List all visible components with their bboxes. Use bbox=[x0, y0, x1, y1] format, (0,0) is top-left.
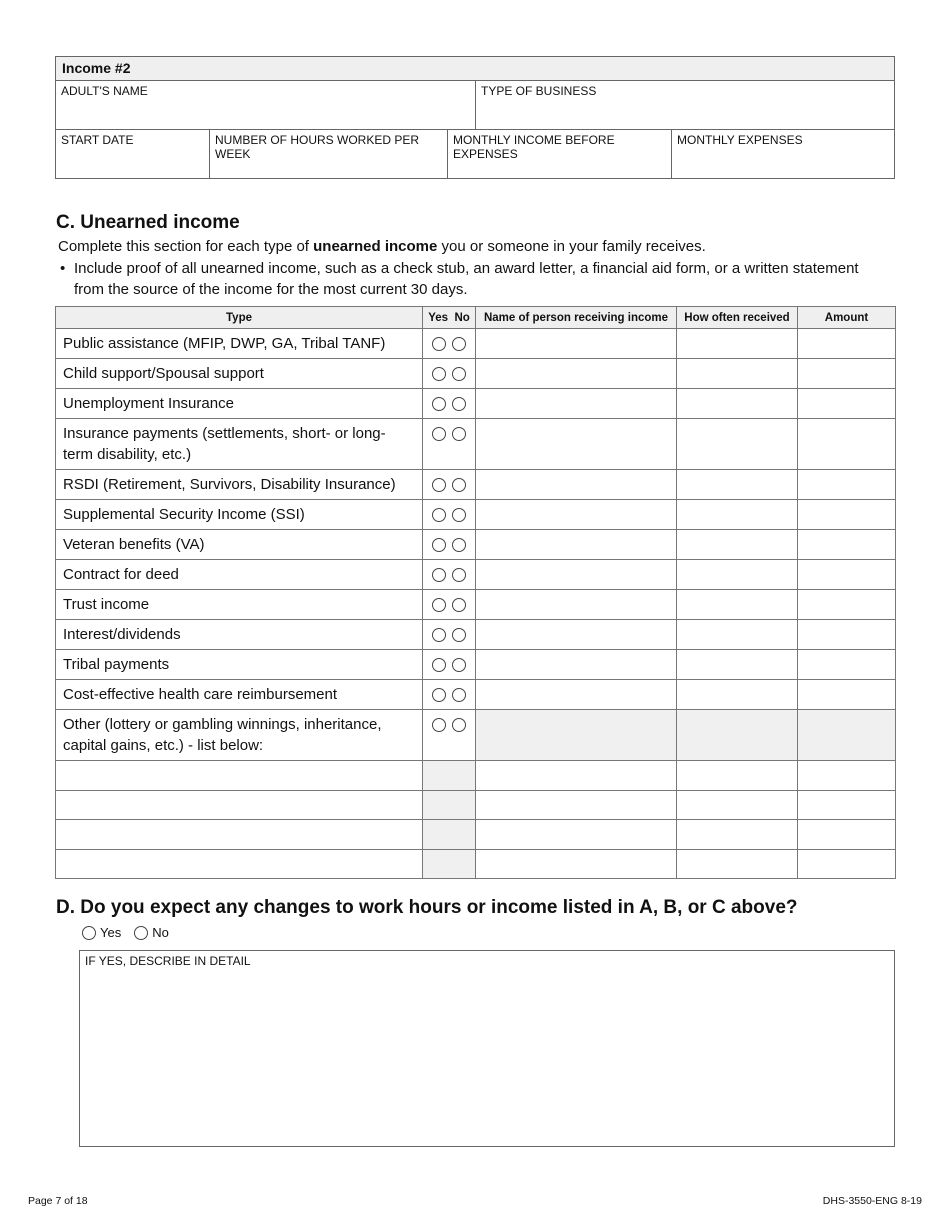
yes-no-cell bbox=[423, 820, 476, 850]
amount-cell[interactable] bbox=[798, 761, 896, 791]
name-cell[interactable] bbox=[476, 530, 677, 560]
no-radio[interactable] bbox=[452, 427, 466, 441]
table-row bbox=[56, 389, 896, 419]
income-type-label: RSDI (Retirement, Survivors, Disability Insurance) bbox=[56, 470, 423, 500]
table-row bbox=[56, 710, 896, 761]
amount-cell[interactable] bbox=[798, 620, 896, 650]
yes-radio[interactable] bbox=[432, 598, 446, 612]
how-often-cell[interactable] bbox=[677, 470, 798, 500]
table-row bbox=[56, 500, 896, 530]
amount-cell[interactable] bbox=[798, 710, 896, 761]
name-cell[interactable] bbox=[476, 419, 677, 470]
header-yes-no bbox=[423, 307, 476, 329]
yes-radio[interactable] bbox=[432, 718, 446, 732]
name-cell[interactable] bbox=[476, 560, 677, 590]
amount-cell[interactable] bbox=[798, 790, 896, 820]
yes-radio[interactable] bbox=[432, 397, 446, 411]
yes-radio[interactable] bbox=[432, 478, 446, 492]
blank-row bbox=[56, 761, 896, 791]
start-date-field[interactable] bbox=[56, 130, 210, 178]
adult-name-label: ADULT'S NAME bbox=[61, 84, 148, 98]
yes-no-cell bbox=[423, 470, 476, 500]
monthly-expenses-field[interactable] bbox=[672, 130, 894, 178]
section-c-bullet bbox=[60, 258, 860, 300]
name-cell[interactable] bbox=[476, 620, 677, 650]
hours-per-week-label: NUMBER OF HOURS WORKED PER WEEK bbox=[215, 133, 420, 161]
yes-no-cell bbox=[423, 389, 476, 419]
table-row bbox=[56, 329, 896, 359]
how-often-cell[interactable] bbox=[677, 419, 798, 470]
name-cell[interactable] bbox=[476, 389, 677, 419]
income-type-label: Supplemental Security Income (SSI) bbox=[56, 500, 423, 530]
how-often-cell[interactable] bbox=[677, 680, 798, 710]
how-often-cell[interactable] bbox=[677, 500, 798, 530]
name-cell[interactable] bbox=[476, 590, 677, 620]
no-radio[interactable] bbox=[452, 337, 466, 351]
page-number: Page 7 of 18 bbox=[28, 1195, 88, 1207]
table-row bbox=[56, 470, 896, 500]
section-d-title: D. Do you expect any changes to work hours or income listed in A, B, or C above? bbox=[56, 897, 798, 918]
monthly-expenses-label: MONTHLY EXPENSES bbox=[677, 133, 803, 147]
describe-detail-label: IF YES, DESCRIBE IN DETAIL bbox=[85, 954, 251, 968]
no-label: No bbox=[152, 925, 169, 940]
yes-radio[interactable] bbox=[432, 508, 446, 522]
start-date-label: START DATE bbox=[61, 133, 134, 147]
how-often-cell[interactable] bbox=[677, 530, 798, 560]
how-often-cell[interactable] bbox=[677, 820, 798, 850]
yes-no-cell bbox=[423, 620, 476, 650]
hours-per-week-field[interactable] bbox=[210, 130, 448, 178]
table-row bbox=[56, 530, 896, 560]
adult-name-field[interactable] bbox=[56, 81, 476, 129]
type-of-business-field[interactable] bbox=[476, 81, 894, 129]
section-c-title: C. Unearned income bbox=[56, 212, 240, 233]
table-row bbox=[56, 419, 896, 470]
no-radio[interactable] bbox=[452, 538, 466, 552]
intro-text-1: Complete this section for each type of bbox=[58, 238, 314, 255]
header-how-often: How often received bbox=[677, 307, 798, 329]
amount-cell[interactable] bbox=[798, 849, 896, 879]
monthly-income-field[interactable] bbox=[448, 130, 672, 178]
income-type-label: Interest/dividends bbox=[56, 620, 423, 650]
yes-no-cell bbox=[423, 329, 476, 359]
yes-no-cell bbox=[423, 560, 476, 590]
no-radio[interactable] bbox=[452, 658, 466, 672]
amount-cell[interactable] bbox=[798, 590, 896, 620]
blank-row bbox=[56, 849, 896, 879]
bullet-icon: • bbox=[60, 260, 66, 277]
other-type-cell[interactable] bbox=[56, 849, 423, 879]
yes-no-cell bbox=[423, 849, 476, 879]
section-d-radio-group bbox=[82, 925, 169, 940]
name-cell[interactable] bbox=[476, 470, 677, 500]
amount-cell[interactable] bbox=[798, 650, 896, 680]
name-cell[interactable] bbox=[476, 790, 677, 820]
no-radio[interactable] bbox=[452, 508, 466, 522]
type-of-business-label: TYPE OF BUSINESS bbox=[481, 84, 597, 98]
yes-radio[interactable] bbox=[432, 337, 446, 351]
income-type-label: Insurance payments (settlements, short- or long-term disability, etc.) bbox=[56, 419, 423, 470]
amount-cell[interactable] bbox=[798, 680, 896, 710]
header-name: Name of person receiving income bbox=[476, 307, 677, 329]
name-cell[interactable] bbox=[476, 820, 677, 850]
yes-radio[interactable] bbox=[432, 658, 446, 672]
no-radio[interactable] bbox=[134, 926, 148, 940]
name-cell[interactable] bbox=[476, 329, 677, 359]
yes-radio[interactable] bbox=[432, 538, 446, 552]
form-id: DHS-3550-ENG 8-19 bbox=[822, 1195, 922, 1207]
no-radio[interactable] bbox=[452, 628, 466, 642]
yes-no-cell bbox=[423, 530, 476, 560]
income-2-box bbox=[55, 56, 895, 179]
how-often-cell[interactable] bbox=[677, 761, 798, 791]
how-often-cell[interactable] bbox=[677, 650, 798, 680]
amount-cell[interactable] bbox=[798, 470, 896, 500]
yes-radio[interactable] bbox=[432, 688, 446, 702]
amount-cell[interactable] bbox=[798, 389, 896, 419]
yes-radio[interactable] bbox=[432, 628, 446, 642]
income-type-label: Veteran benefits (VA) bbox=[56, 530, 423, 560]
how-often-cell[interactable] bbox=[677, 329, 798, 359]
no-radio[interactable] bbox=[452, 568, 466, 582]
blank-row bbox=[56, 820, 896, 850]
how-often-cell[interactable] bbox=[677, 790, 798, 820]
income-type-label: Unemployment Insurance bbox=[56, 389, 423, 419]
amount-cell[interactable] bbox=[798, 419, 896, 470]
describe-detail-field[interactable] bbox=[79, 950, 895, 1147]
how-often-cell[interactable] bbox=[677, 620, 798, 650]
table-row bbox=[56, 359, 896, 389]
income-type-label: Other (lottery or gambling winnings, inheritance, capital gains, etc.) - list below: bbox=[56, 710, 423, 761]
income-type-label: Child support/Spousal support bbox=[56, 359, 423, 389]
unearned-income-table bbox=[55, 306, 896, 879]
how-often-cell[interactable] bbox=[677, 560, 798, 590]
blank-row bbox=[56, 790, 896, 820]
no-radio[interactable] bbox=[452, 397, 466, 411]
table-row bbox=[56, 680, 896, 710]
how-often-cell[interactable] bbox=[677, 849, 798, 879]
yes-no-cell bbox=[423, 680, 476, 710]
name-cell[interactable] bbox=[476, 710, 677, 761]
yes-no-cell bbox=[423, 359, 476, 389]
income-type-label: Tribal payments bbox=[56, 650, 423, 680]
header-amount: Amount bbox=[798, 307, 896, 329]
intro-text-2: you or someone in your family receives. bbox=[437, 238, 706, 255]
income-type-label: Contract for deed bbox=[56, 560, 423, 590]
table-row bbox=[56, 590, 896, 620]
name-cell[interactable] bbox=[476, 650, 677, 680]
other-type-cell[interactable] bbox=[56, 761, 423, 791]
yes-no-cell bbox=[423, 650, 476, 680]
name-cell[interactable] bbox=[476, 849, 677, 879]
other-type-cell[interactable] bbox=[56, 820, 423, 850]
how-often-cell[interactable] bbox=[677, 389, 798, 419]
yes-no-cell bbox=[423, 419, 476, 470]
amount-cell[interactable] bbox=[798, 329, 896, 359]
income-type-label: Public assistance (MFIP, DWP, GA, Tribal TANF) bbox=[56, 329, 423, 359]
amount-cell[interactable] bbox=[798, 820, 896, 850]
yes-no-cell bbox=[423, 590, 476, 620]
header-no: No bbox=[454, 311, 470, 324]
table-row bbox=[56, 650, 896, 680]
table-row bbox=[56, 620, 896, 650]
amount-cell[interactable] bbox=[798, 530, 896, 560]
name-cell[interactable] bbox=[476, 680, 677, 710]
yes-no-cell bbox=[423, 790, 476, 820]
yes-no-cell bbox=[423, 500, 476, 530]
yes-radio[interactable] bbox=[432, 568, 446, 582]
table-header-row bbox=[56, 307, 896, 329]
no-radio[interactable] bbox=[452, 718, 466, 732]
no-radio[interactable] bbox=[452, 688, 466, 702]
no-radio[interactable] bbox=[452, 598, 466, 612]
no-radio[interactable] bbox=[452, 367, 466, 381]
amount-cell[interactable] bbox=[798, 359, 896, 389]
amount-cell[interactable] bbox=[798, 560, 896, 590]
yes-radio[interactable] bbox=[432, 367, 446, 381]
amount-cell[interactable] bbox=[798, 500, 896, 530]
monthly-income-label: MONTHLY INCOME BEFORE EXPENSES bbox=[453, 133, 615, 161]
header-yes: Yes bbox=[428, 311, 449, 324]
income-2-title: Income #2 bbox=[56, 57, 894, 81]
name-cell[interactable] bbox=[476, 500, 677, 530]
how-often-cell[interactable] bbox=[677, 359, 798, 389]
no-radio[interactable] bbox=[452, 478, 466, 492]
table-row bbox=[56, 560, 896, 590]
other-type-cell[interactable] bbox=[56, 790, 423, 820]
how-often-cell[interactable] bbox=[677, 590, 798, 620]
yes-radio[interactable] bbox=[432, 427, 446, 441]
intro-bold-text: unearned income bbox=[313, 238, 438, 255]
yes-label: Yes bbox=[100, 925, 122, 940]
yes-no-cell bbox=[423, 710, 476, 761]
income-type-label: Trust income bbox=[56, 590, 423, 620]
income-type-label: Cost-effective health care reimbursement bbox=[56, 680, 423, 710]
how-often-cell[interactable] bbox=[677, 710, 798, 761]
yes-no-cell bbox=[423, 761, 476, 791]
name-cell[interactable] bbox=[476, 761, 677, 791]
header-type: Type bbox=[56, 307, 423, 329]
yes-radio[interactable] bbox=[82, 926, 96, 940]
section-c-intro bbox=[58, 236, 898, 257]
name-cell[interactable] bbox=[476, 359, 677, 389]
bullet-text: Include proof of all unearned income, such as a check stub, an award letter, a financial aid form, or a written statement from the source of the income for the most current 30 days. bbox=[74, 260, 859, 298]
